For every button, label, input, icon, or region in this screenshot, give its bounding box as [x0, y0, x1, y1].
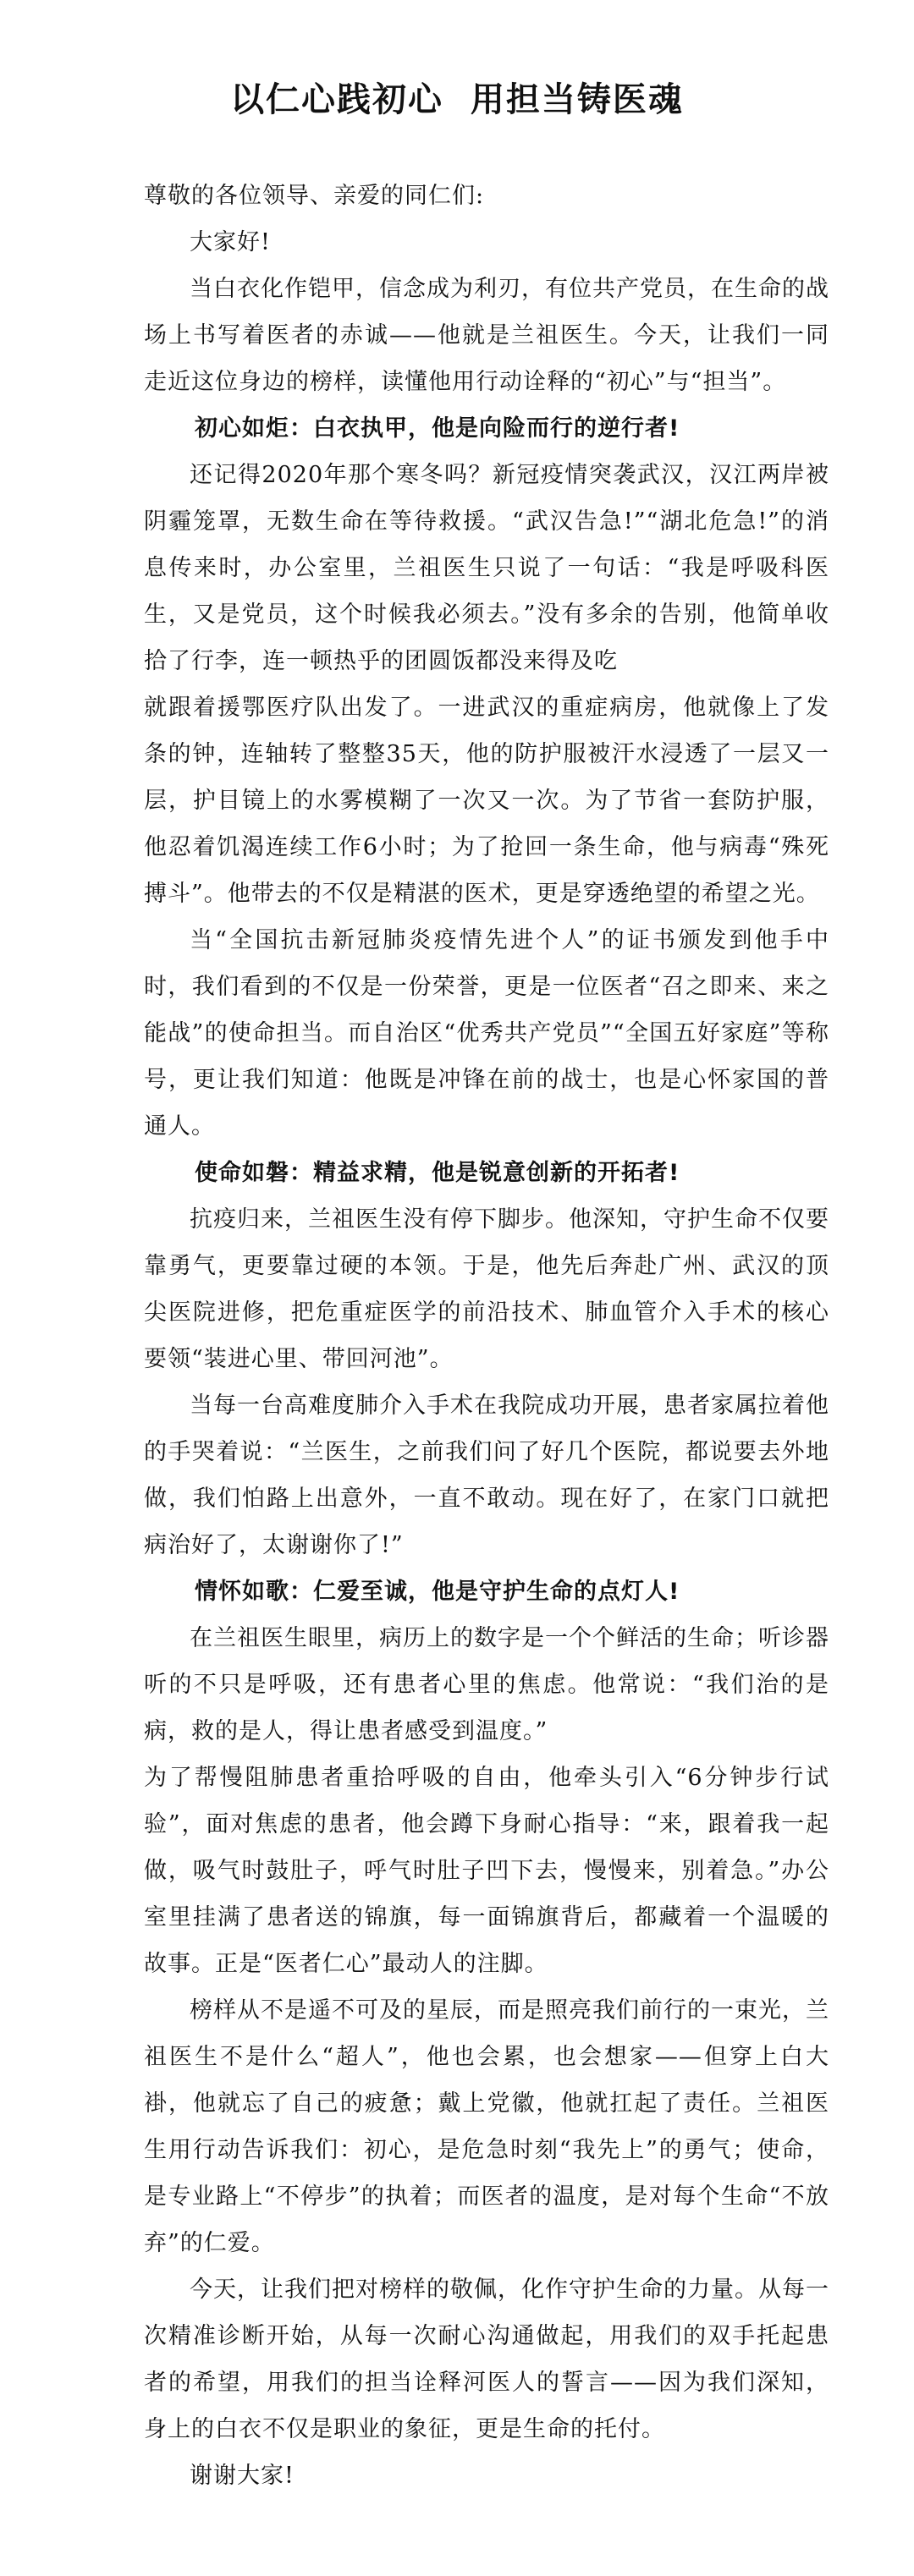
section3-paragraph-1: 在兰祖医生眼里，病历上的数字是一个个鲜活的生命；听诊器听的不只是呼吸，还有患者心里的焦虑。他常说：“我们治的是病，救的是人，得让患者感受到温度。”	[144, 1625, 829, 1744]
section1-paragraph-2: 就跟着援鄂医疗队出发了。一进武汉的重症病房，他就像上了发条的钟，连轴转了整整35天，他的防护服被汗水浸透了一层又一层，护目镜上的水雾模糊了一次又一次。为了节省一套防护服，他忍着饥渴连续工作6小时；为了抢回一条生命，他与病毒“殊死搏斗”。他带去的不仅是精湛的医术，更是穿透绝望的希望之光。	[144, 695, 829, 907]
section-heading-2: 使命如磐：精益求精，他是锐意创新的开拓者!	[195, 1160, 680, 1186]
section-heading-1: 初心如炬：白衣执甲，他是向险而行的逆行者!	[195, 415, 680, 442]
section-heading-3: 情怀如歌：仁爱至诚，他是守护生命的点灯人!	[195, 1579, 680, 1605]
document-title: 以仁心践初心 用担当铸医魂	[230, 80, 684, 119]
section2-paragraph-1: 抗疫归来，兰祖医生没有停下脚步。他深知，守护生命不仅要靠勇气，更要靠过硬的本领。于是，他先后奔赴广州、武汉的顶尖医院进修，把危重症医学的前沿技术、肺血管介入手术的核心要领“装进心里、带回河池”。	[144, 1206, 829, 1372]
salutation: 尊敬的各位领导、亲爱的同仁们:	[144, 183, 485, 209]
closing-paragraph: 今天，让我们把对榜样的敬佩，化作守护生命的力量。从每一次精准诊断开始，从每一次耐心沟通做起，用我们的双手托起患者的希望，用我们的担当诠释河医人的誓言——因为我们深知，身上的白衣不仅是职业的象征，更是生命的托付。	[144, 2277, 829, 2442]
intro-paragraph: 当白衣化作铠甲，信念成为利刃，有位共产党员，在生命的战场上书写着医者的赤诚——他就是兰祖医生。今天，让我们一同走近这位身边的榜样，读懂他用行动诠释的“初心”与“担当”。	[144, 276, 829, 395]
section2-paragraph-2: 当每一台高难度肺介入手术在我院成功开展，患者家属拉着他的手哭着说：“兰医生，之前我们问了好几个医院，都说要去外地做，我们怕路上出意外，一直不敢动。现在好了，在家门口就把病治好了，太谢谢你了!”	[144, 1392, 829, 1558]
section3-paragraph-2: 为了帮慢阻肺患者重拾呼吸的自由，他牵头引入“6分钟步行试验”，面对焦虑的患者，他会蹲下身耐心指导：“来，跟着我一起做，吸气时鼓肚子，呼气时肚子凹下去，慢慢来，别着急。”办公室里挂满了患者送的锦旗，每一面锦旗背后，都藏着一个温暖的故事。正是“医者仁心”最动人的注脚。	[144, 1765, 829, 1977]
thanks-line: 谢谢大家!	[190, 2463, 295, 2489]
section3-paragraph-3: 榜样从不是遥不可及的星辰，而是照亮我们前行的一束光，兰祖医生不是什么“超人”，他也会累，也会想家——但穿上白大褂，他就忘了自己的疲惫；戴上党徽，他就扛起了责任。兰祖医生用行动告诉我们：初心，是危急时刻“我先上”的勇气；使命，是专业路上“不停步”的执着；而医者的温度，是对每个生命“不放弃”的仁爱。	[144, 1997, 829, 2256]
greeting: 大家好!	[190, 229, 271, 255]
section1-paragraph-1: 还记得2020年那个寒冬吗？新冠疫情突袭武汉，汉江两岸被阴霾笼罩，无数生命在等待救援。“武汉告急!”“湖北危急!”的消息传来时，办公室里，兰祖医生只说了一句话：“我是呼吸科医生，又是党员，这个时候我必须去。”没有多余的告别，他简单收拾了行李，连一顿热乎的团圆饭都没来得及吃	[144, 462, 829, 674]
section1-paragraph-3: 当“全国抗击新冠肺炎疫情先进个人”的证书颁发到他手中时，我们看到的不仅是一份荣誉，更是一位医者“召之即来、来之能战”的使命担当。而自治区“优秀共产党员”“全国五好家庭”等称号，更让我们知道：他既是冲锋在前的战士，也是心怀家国的普通人。	[144, 927, 829, 1140]
